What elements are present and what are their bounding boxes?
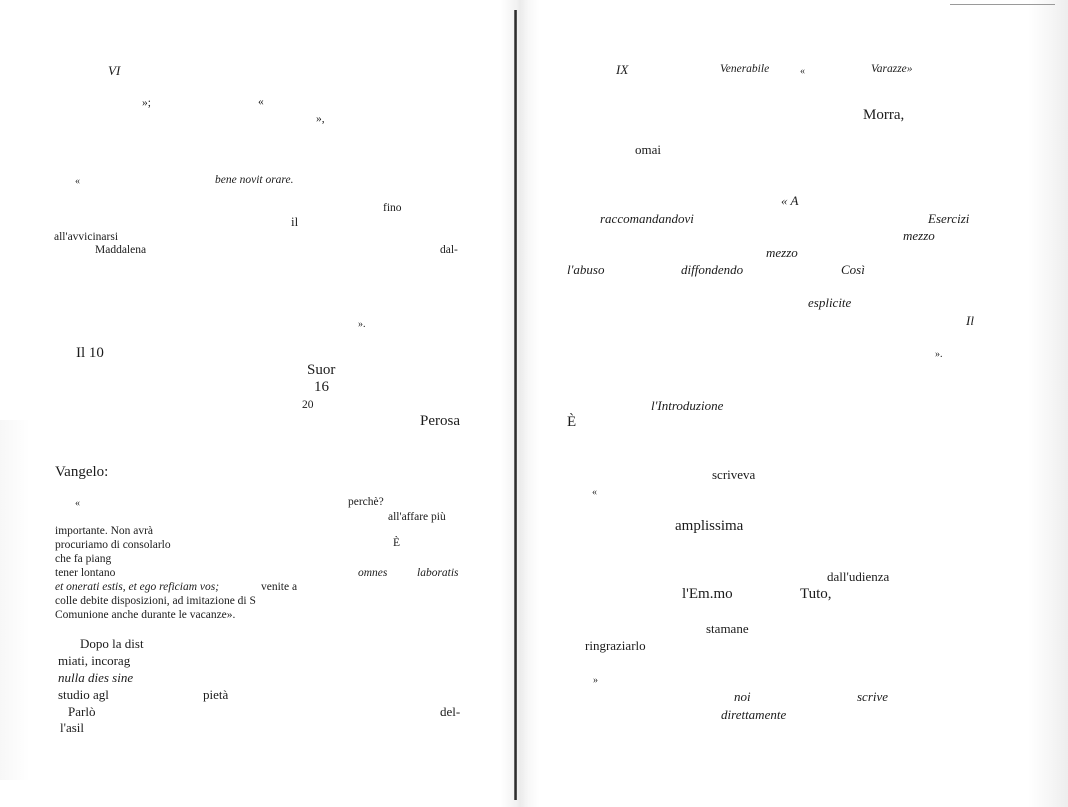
text-fragment: « A bbox=[781, 193, 799, 208]
right-page bbox=[515, 0, 1068, 807]
text-fragment: Il bbox=[966, 313, 974, 328]
text-fragment: Così bbox=[841, 262, 865, 277]
text-fragment: procuriamo di consolarlo bbox=[55, 539, 171, 551]
text-fragment: all'affare più bbox=[388, 511, 446, 523]
text-fragment: l'Introduzione bbox=[651, 398, 724, 413]
text-fragment: Il 10 bbox=[76, 345, 104, 361]
text-fragment: miati, incorag bbox=[58, 653, 131, 668]
text-fragment: che fa piang bbox=[55, 553, 112, 565]
text-fragment: scrive bbox=[857, 689, 889, 704]
text-fragment: direttamente bbox=[721, 707, 787, 722]
text-fragment: diffondendo bbox=[681, 262, 744, 277]
text-fragment: Venerabile bbox=[720, 63, 770, 75]
text-fragment: pietà bbox=[203, 687, 229, 702]
text-fragment: « bbox=[75, 498, 80, 509]
text-fragment: IX bbox=[616, 62, 629, 77]
text-fragment: scriveva bbox=[712, 467, 756, 482]
text-fragment: del- bbox=[440, 704, 461, 719]
text-fragment: Dopo la dist bbox=[80, 636, 144, 651]
text-fragment: VI bbox=[108, 63, 121, 78]
text-fragment: amplissima bbox=[675, 518, 744, 534]
text-fragment: mezzo bbox=[903, 228, 935, 243]
text-fragment: omai bbox=[635, 142, 661, 157]
text-fragment: « bbox=[592, 487, 597, 498]
text-fragment: Parlò bbox=[68, 704, 96, 719]
text-fragment: « bbox=[800, 66, 805, 77]
text-fragment: colle debite disposizioni, ad imitazione di S bbox=[55, 595, 256, 607]
text-fragment: 20 bbox=[302, 399, 314, 411]
text-fragment: ». bbox=[358, 319, 366, 330]
text-fragment: Varazze» bbox=[871, 63, 913, 75]
text-fragment: 16 bbox=[314, 379, 329, 395]
text-fragment: Vangelo: bbox=[55, 464, 109, 480]
text-fragment: nulla dies sine bbox=[58, 670, 134, 685]
text-fragment: dall'udienza bbox=[827, 569, 890, 584]
text-fragment: et onerati estis, et ego reficiam vos; bbox=[55, 581, 220, 593]
text-fragment: importante. Non avrà bbox=[55, 525, 154, 537]
text-fragment: noi bbox=[734, 689, 751, 704]
text-fragment: l'asil bbox=[60, 720, 85, 735]
text-fragment: raccomandandovi bbox=[600, 211, 694, 226]
text-fragment: dal- bbox=[440, 244, 458, 256]
text-fragment: fino bbox=[383, 202, 402, 214]
left-page bbox=[0, 0, 515, 807]
text-fragment: Suor bbox=[307, 362, 336, 378]
text-fragment: ». bbox=[935, 349, 943, 360]
text-fragment: ringraziarlo bbox=[585, 638, 646, 653]
text-fragment: » bbox=[593, 675, 598, 686]
text-fragment: Perosa bbox=[420, 413, 460, 429]
text-fragment: È bbox=[393, 537, 401, 549]
text-fragment: « bbox=[258, 96, 264, 108]
text-fragment: Tuto, bbox=[800, 586, 832, 602]
text-fragment: l'abuso bbox=[567, 262, 605, 277]
text-fragment: perchè? bbox=[348, 496, 384, 508]
text-fragment: il bbox=[291, 214, 299, 229]
text-fragment: laboratis bbox=[417, 567, 459, 579]
text-fragment: Comunione anche durante le vacanze». bbox=[55, 609, 236, 621]
text-fragment: studio agl bbox=[58, 687, 109, 702]
text-fragment: l'Em.mo bbox=[682, 586, 733, 602]
text-fragment: all'avvicinarsi bbox=[54, 231, 119, 243]
text-fragment: « bbox=[75, 176, 80, 187]
text-fragment: venite a bbox=[261, 581, 298, 593]
text-fragment: »; bbox=[142, 97, 151, 109]
text-fragment: bene novit orare. bbox=[215, 174, 294, 186]
text-fragment: Morra, bbox=[863, 107, 905, 123]
text-fragment: È bbox=[567, 414, 577, 430]
text-fragment: omnes bbox=[358, 567, 388, 579]
text-fragment: mezzo bbox=[766, 245, 798, 260]
text-fragment: tener lontano bbox=[55, 567, 116, 579]
text-fragment: Maddalena bbox=[95, 244, 147, 256]
text-fragment: stamane bbox=[706, 621, 749, 636]
text-fragment: », bbox=[316, 113, 325, 125]
text-fragment: esplicite bbox=[808, 295, 852, 310]
text-fragment: Esercizi bbox=[928, 211, 970, 226]
